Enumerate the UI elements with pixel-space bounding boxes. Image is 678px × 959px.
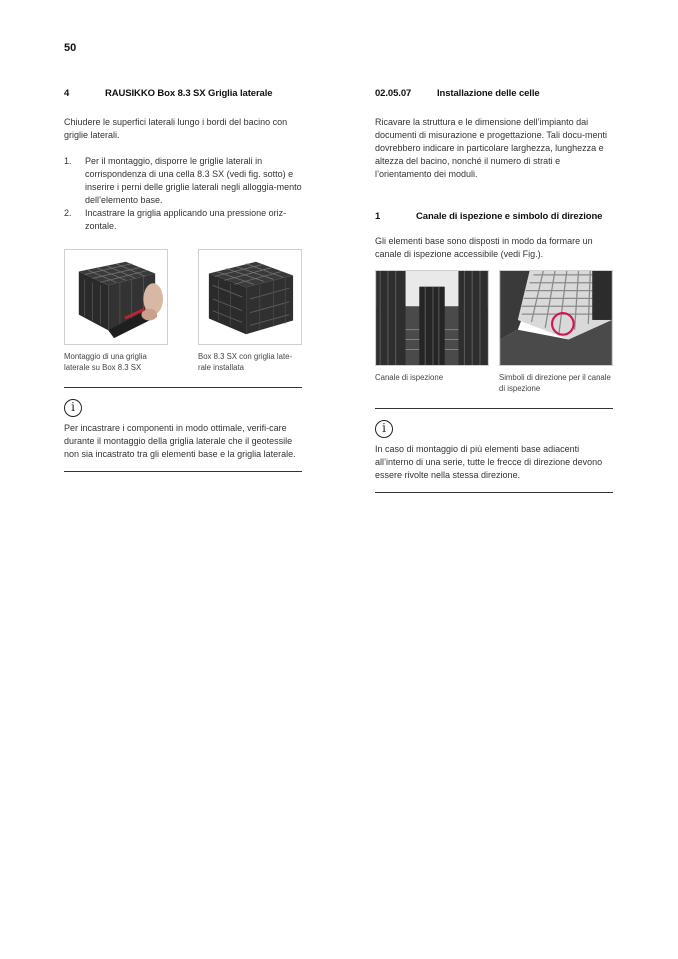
left-column: [64, 88, 302, 472]
section-number: 02.05.07: [375, 88, 412, 99]
figure-photo-direction-symbol: [499, 270, 613, 366]
info-icon: i: [375, 420, 393, 438]
subsection-title: Canale di ispezione e simbolo di direzione: [416, 211, 603, 222]
steps-list: [64, 155, 302, 233]
subsection-number: 1: [375, 211, 381, 222]
figure-photo-mounting: [64, 249, 168, 345]
info-icon: i: [64, 399, 82, 417]
figure-caption: Montaggio di una griglia laterale su Box 8.3 SX: [64, 352, 147, 372]
info-note: In caso di montaggio di più elementi base adiacenti all’interno di una serie, tutte le frecce di direzione devono essere rivolte nella stessa direzione.: [375, 444, 603, 480]
figure-caption: Box 8.3 SX con griglia late-rale installata: [198, 352, 293, 372]
divider: [64, 471, 302, 472]
figures-row: [64, 249, 302, 373]
step-text: Per il montaggio, disporre le griglie laterali in corrispondenza di una cella 8.3 SX (vedi fig. sotto) e inserire i perni delle griglie laterali negli alloggia-mento dell’elemento base.: [85, 156, 302, 205]
section-heading: [375, 88, 613, 99]
step-number: 2.: [64, 208, 72, 218]
subsection-heading: [375, 211, 613, 222]
figure: [499, 270, 613, 394]
intro-paragraph: Chiudere le superfici laterali lungo i bordi del bacino con griglie laterali.: [64, 117, 288, 140]
section-title: RAUSIKKO Box 8.3 SX Griglia laterale: [105, 88, 273, 99]
right-column: [375, 88, 613, 493]
figure-photo-installed: [198, 249, 302, 345]
subsection-paragraph: Gli elementi base sono disposti in modo da formare un canale di ispezione accessibile (vedi Fig.).: [375, 236, 593, 259]
info-note: Per incastrare i componenti in modo ottimale, verifi-care durante il montaggio della griglia laterale che il geotessile non sia incastrato tra gli elementi base e la griglia laterale.: [64, 423, 296, 459]
figure-photo-channel: [375, 270, 489, 366]
divider: [375, 408, 613, 409]
step-number: 1.: [64, 156, 72, 166]
intro-paragraph: Ricavare la struttura e le dimensione dell’impianto dai documenti di misurazione e progettazione. Tali docu-menti dovrebbero indicare in particolare larghezza, lunghezza e altezza del bacino, nonché il numero di strati e l’orientamento dei moduli.: [375, 117, 607, 179]
section-title: Installazione delle celle: [437, 88, 540, 99]
figures-row: [375, 270, 613, 394]
figure-caption: Simboli di direzione per il canale di ispezione: [499, 373, 611, 393]
figure: [375, 270, 489, 394]
figure: [64, 249, 168, 373]
section-number: 4: [64, 88, 70, 99]
list-item: [64, 207, 302, 233]
list-item: [64, 155, 302, 207]
step-text: Incastrare la griglia applicando una pressione oriz-zontale.: [85, 208, 287, 231]
figure-caption: Canale di ispezione: [375, 373, 444, 382]
section-heading: [64, 88, 302, 99]
divider: [375, 492, 613, 493]
page-number: 50: [64, 42, 77, 54]
divider: [64, 387, 302, 388]
figure: [198, 249, 302, 373]
